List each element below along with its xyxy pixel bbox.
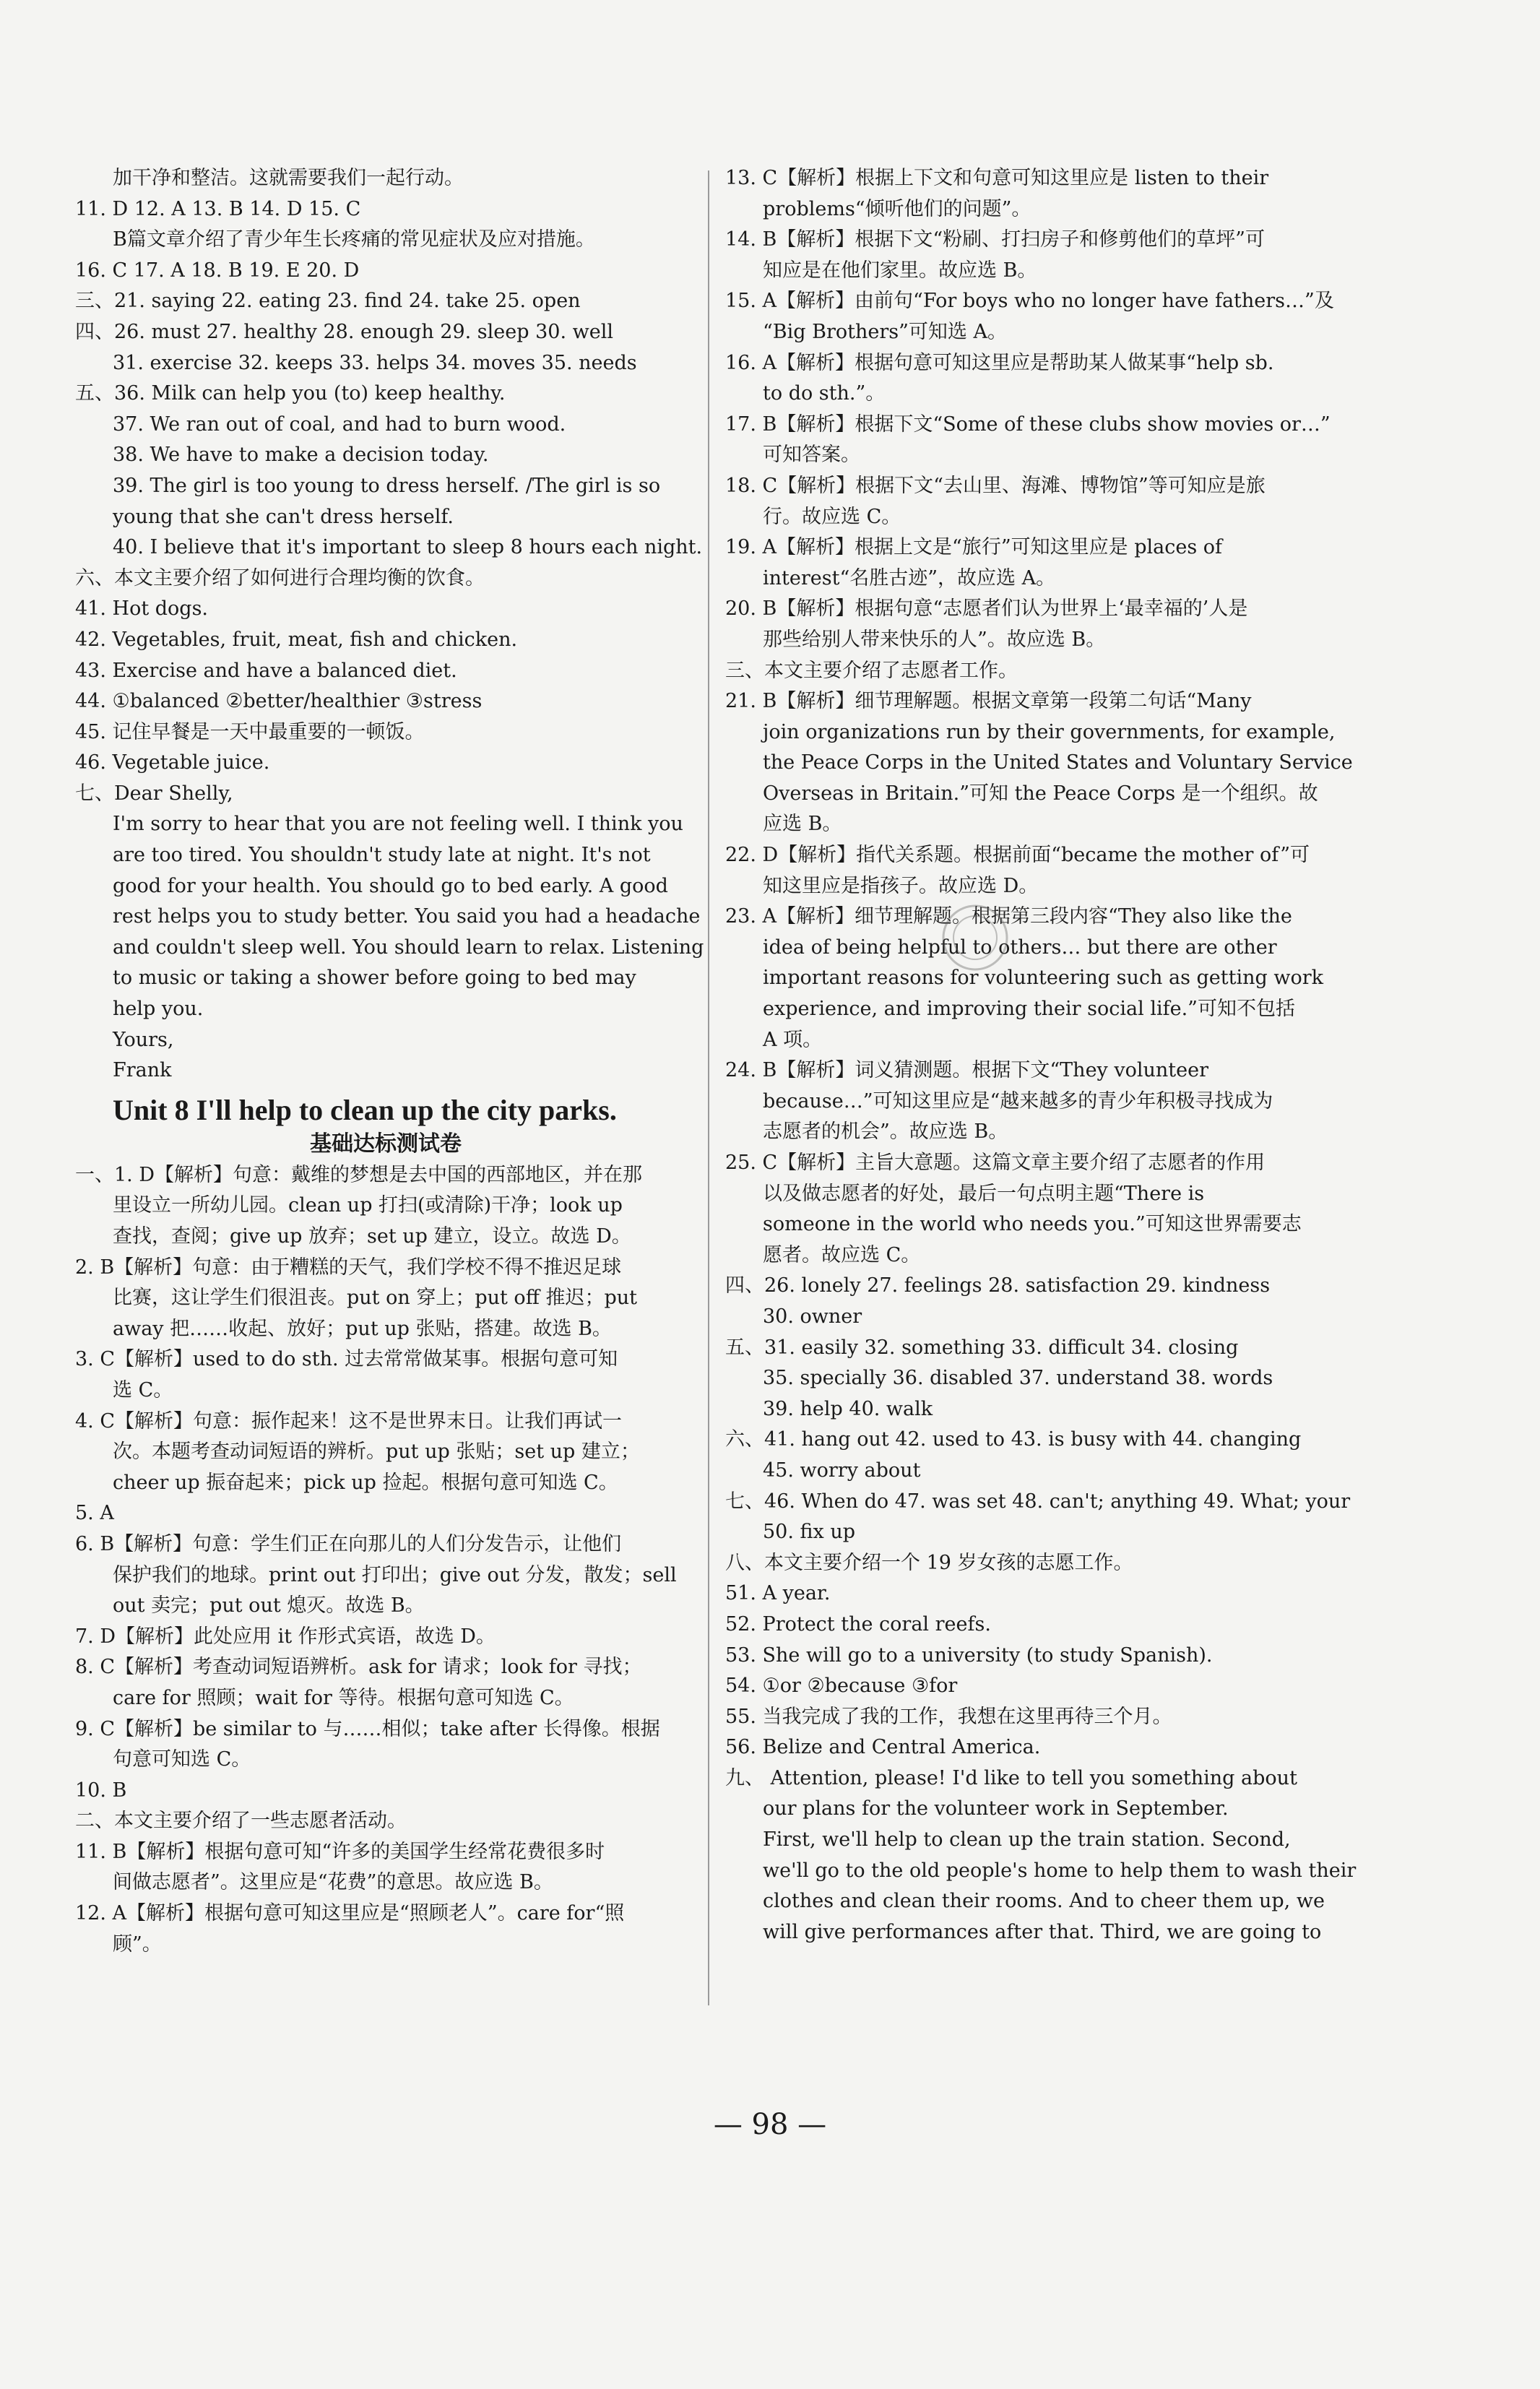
left-line: good for your health. You should go to bed early. A good: [113, 874, 668, 897]
right-line: 20. B【解析】根据句意“志愿者们认为世界上‘最幸福的’人是: [725, 597, 1248, 621]
left-line: 句意可知选 C。: [113, 1748, 251, 1771]
right-line: important reasons for volunteering such as getting work: [763, 967, 1323, 990]
left-line: 六、本文主要介绍了如何进行合理均衡的饮食。: [75, 566, 485, 589]
right-line: the Peace Corps in the United States and Voluntary Service: [763, 751, 1353, 774]
right-line: 九、 Attention, please! I'd like to tell you something about: [725, 1766, 1297, 1789]
right-line: A 项。: [763, 1028, 823, 1051]
left-line: 39. The girl is too young to dress herself. /The girl is so: [113, 474, 661, 497]
right-line: 16. A【解析】根据句意可知这里应是帮助某人做某事“help sb.: [725, 351, 1274, 374]
left-line: 6. B【解析】句意：学生们正在向那儿的人们分发告示，让他们: [75, 1532, 622, 1555]
left-line: 11. B【解析】根据句意可知“许多的美国学生经常花费很多时: [75, 1840, 605, 1863]
left-line: 3. C【解析】used to do sth. 过去常常做某事。根据句意可知: [75, 1348, 618, 1371]
left-line: 保护我们的地球。print out 打印出；give out 分发，散发；sell: [113, 1563, 677, 1586]
right-line: 39. help 40. walk: [763, 1397, 933, 1420]
left-line: are too tired. You shouldn't study late at night. It's not: [113, 844, 651, 867]
right-line: 可知答案。: [763, 444, 860, 467]
left-line: 4. C【解析】句意：振作起来！这不是世界末日。让我们再试一: [75, 1409, 623, 1433]
right-line: 知这里应是指孩子。故应选 D。: [763, 874, 1039, 897]
right-line: First, we'll help to clean up the train station. Second,: [763, 1828, 1291, 1852]
left-line: Yours,: [113, 1028, 174, 1051]
right-line: 25. C【解析】主旨大意题。这篇文章主要介绍了志愿者的作用: [725, 1152, 1266, 1174]
right-line: problems“倾听他们的问题”。: [763, 197, 1031, 220]
right-line: 52. Protect the coral reefs.: [725, 1612, 991, 1636]
left-line: 16. C 17. A 18. B 19. E 20. D: [75, 259, 360, 282]
left-line: 43. Exercise and have a balanced diet.: [75, 659, 457, 682]
right-line: 三、本文主要介绍了志愿者工作。: [725, 659, 1018, 682]
right-line: 八、本文主要介绍一个 19 岁女孩的志愿工作。: [725, 1551, 1133, 1574]
column-divider: [708, 170, 709, 2005]
right-line: we'll go to the old people's home to help them to wash their: [763, 1859, 1357, 1882]
right-line: 13. C【解析】根据上下文和句意可知这里应是 listen to their: [725, 167, 1269, 189]
left-line: care for 照顾；wait for 等待。根据句意可知选 C。: [113, 1686, 574, 1709]
page-number: — 98 —: [713, 2108, 827, 2141]
right-line: to do sth.”。: [763, 382, 886, 405]
left-line: 间做志愿者”。这里应是“花费”的意思。故应选 B。: [113, 1871, 553, 1894]
right-line: because…”可知这里应是“越来越多的青少年积极寻找成为: [763, 1089, 1273, 1113]
left-line: 42. Vegetables, fruit, meat, fish and chicken.: [75, 628, 518, 651]
right-column: [725, 163, 1357, 1948]
left-line: Unit 8 I'll help to clean up the city parks.: [113, 1093, 617, 1126]
left-line: 38. We have to make a decision today.: [113, 444, 489, 467]
left-line: 37. We ran out of coal, and had to burn wood.: [113, 412, 566, 436]
left-column: [75, 163, 704, 1960]
right-line: 应选 B。: [763, 813, 842, 836]
right-line: 愿者。故应选 C。: [763, 1243, 921, 1266]
left-line: 加干净和整洁。这就需要我们一起行动。: [113, 167, 464, 189]
right-line: 志愿者的机会”。故应选 B。: [763, 1120, 1008, 1144]
left-line: 40. I believe that it's important to sleep 8 hours each night.: [113, 536, 703, 559]
left-line: 查找，查阅；give up 放弃；set up 建立，设立。故选 D。: [113, 1225, 631, 1248]
left-line: 8. C【解析】考查动词短语辨析。ask for 请求；look for 寻找；: [75, 1656, 642, 1679]
left-line: help you.: [113, 998, 204, 1021]
left-line: B篇文章介绍了青少年生长疼痛的常见症状及应对措施。: [113, 228, 595, 251]
right-line: 55. 当我完成了我的工作，我想在这里再待三个月。: [725, 1705, 1172, 1728]
left-line: and couldn't sleep well. You should learn to relax. Listening: [113, 936, 704, 959]
watermark-stamp: [939, 902, 1011, 974]
right-line: 21. B【解析】细节理解题。根据文章第一段第二句话“Many: [725, 690, 1252, 713]
right-line: 四、26. lonely 27. feelings 28. satisfaction 29. kindness: [725, 1274, 1271, 1297]
left-line: 5. A: [75, 1502, 114, 1525]
left-line: 45. 记住早餐是一天中最重要的一顿饭。: [75, 720, 425, 743]
right-line: 35. specially 36. disabled 37. understand 38. words: [763, 1367, 1273, 1390]
left-line: 7. D【解析】此处应用 it 作形式宾语，故选 D。: [75, 1625, 496, 1648]
right-line: 30. owner: [763, 1305, 862, 1328]
right-line: “Big Brothers”可知选 A。: [763, 320, 1008, 343]
right-line: 19. A【解析】根据上文是“旅行”可知这里应是 places of: [725, 536, 1223, 559]
left-line: 比赛，这让学生们很沮丧。put on 穿上；put off 推迟；put: [113, 1287, 637, 1310]
left-line: I'm sorry to hear that you are not feeling well. I think you: [113, 813, 683, 836]
left-line: 选 C。: [113, 1378, 173, 1401]
right-line: clothes and clean their rooms. And to cheer them up, we: [763, 1890, 1325, 1913]
left-line: 二、本文主要介绍了一些志愿者活动。: [75, 1810, 407, 1833]
right-line: 53. She will go to a university (to study Spanish).: [725, 1643, 1213, 1667]
left-line: 三、21. saying 22. eating 23. find 24. take 25. open: [75, 290, 581, 313]
right-line: 那些给别人带来快乐的人”。故应选 B。: [763, 628, 1106, 651]
left-line: 44. ①balanced ②better/healthier ③stress: [75, 690, 483, 713]
right-line: 22. D【解析】指代关系题。根据前面“became the mother of”可: [725, 844, 1310, 867]
left-line: 31. exercise 32. keeps 33. helps 34. moves 35. needs: [113, 351, 637, 374]
left-line: 次。本题考查动词短语的辨析。put up 张贴；set up 建立；: [113, 1440, 640, 1464]
right-line: 15. A【解析】由前句“For boys who no longer have fathers…”及: [725, 290, 1334, 313]
left-line: 10. B: [75, 1779, 127, 1802]
right-line: our plans for the volunteer work in September.: [763, 1797, 1229, 1820]
right-line: 14. B【解析】根据下文“粉刷、打扫房子和修剪他们的草坪”可: [725, 228, 1265, 251]
right-line: 六、41. hang out 42. used to 43. is busy with 44. changing: [725, 1428, 1302, 1451]
right-line: 45. worry about: [763, 1459, 921, 1482]
right-line: 23. A【解析】细节理解题。根据第三段内容“They also like the: [725, 905, 1292, 928]
right-line: Overseas in Britain.”可知 the Peace Corps 是一个组织。故: [763, 782, 1318, 805]
right-line: 知应是在他们家里。故应选 B。: [763, 259, 1037, 282]
left-line: 11. D 12. A 13. B 14. D 15. C: [75, 197, 361, 220]
left-line: 2. B【解析】句意：由于糟糕的天气，我们学校不得不推迟足球: [75, 1256, 622, 1279]
left-line: 9. C【解析】be similar to 与……相似；take after 长得像。根据: [75, 1717, 660, 1740]
left-line: cheer up 振奋起来；pick up 捡起。根据句意可知选 C。: [113, 1471, 618, 1494]
left-line: 一、1. D【解析】句意：戴维的梦想是去中国的西部地区，并在那: [75, 1163, 642, 1186]
left-line: Frank: [113, 1059, 172, 1082]
left-line: out 卖完；put out 熄灭。故选 B。: [113, 1594, 425, 1617]
left-line: 12. A【解析】根据句意可知这里应是“照顾老人”。care for“照: [75, 1902, 625, 1925]
left-line: rest helps you to study better. You said you had a headache: [113, 905, 701, 928]
right-line: 17. B【解析】根据下文“Some of these clubs show movies or…”: [725, 412, 1331, 436]
right-line: 以及做志愿者的好处，最后一句点明主题“There is: [763, 1182, 1205, 1205]
left-line: away 把……收起、放好；put up 张贴，搭建。故选 B。: [113, 1317, 612, 1340]
right-line: 54. ①or ②because ③for: [725, 1675, 958, 1698]
left-line: 41. Hot dogs.: [75, 597, 209, 621]
left-line: 四、26. must 27. healthy 28. enough 29. sleep 30. well: [75, 320, 614, 343]
right-line: will give performances after that. Third, we are going to: [763, 1920, 1322, 1943]
left-line: 五、36. Milk can help you (to) keep healthy.: [75, 382, 506, 405]
right-line: experience, and improving their social life.”可知不包括: [763, 998, 1295, 1021]
left-line: young that she can't dress herself.: [113, 505, 454, 528]
right-line: 18. C【解析】根据下文“去山里、海滩、博物馆”等可知应是旅: [725, 474, 1266, 497]
right-line: 五、31. easily 32. something 33. difficult 34. closing: [725, 1336, 1239, 1359]
left-line: 46. Vegetable juice.: [75, 751, 270, 774]
right-line: 24. B【解析】词义猜测题。根据下文“They volunteer: [725, 1059, 1209, 1082]
left-line: 七、Dear Shelly,: [75, 782, 233, 805]
right-line: 行。故应选 C。: [763, 505, 901, 528]
right-line: interest“名胜古迹”，故应选 A。: [763, 566, 1056, 589]
right-line: 56. Belize and Central America.: [725, 1736, 1041, 1759]
right-line: idea of being helpful to others… but there are other: [763, 936, 1277, 959]
right-line: 七、46. When do 47. was set 48. can't; anything 49. What; your: [725, 1490, 1351, 1513]
right-line: someone in the world who needs you.”可知这世界需要志: [763, 1213, 1302, 1236]
right-line: 51. A year.: [725, 1582, 831, 1605]
right-line: join organizations run by their governments, for example,: [763, 720, 1336, 743]
left-line: 里设立一所幼儿园。clean up 打扫(或清除)干净；look up: [113, 1194, 623, 1217]
left-line: to music or taking a shower before going to bed may: [113, 967, 636, 990]
left-line: 顾”。: [113, 1932, 162, 1956]
left-line: 基础达标测试卷: [310, 1131, 462, 1157]
right-line: 50. fix up: [763, 1521, 856, 1544]
